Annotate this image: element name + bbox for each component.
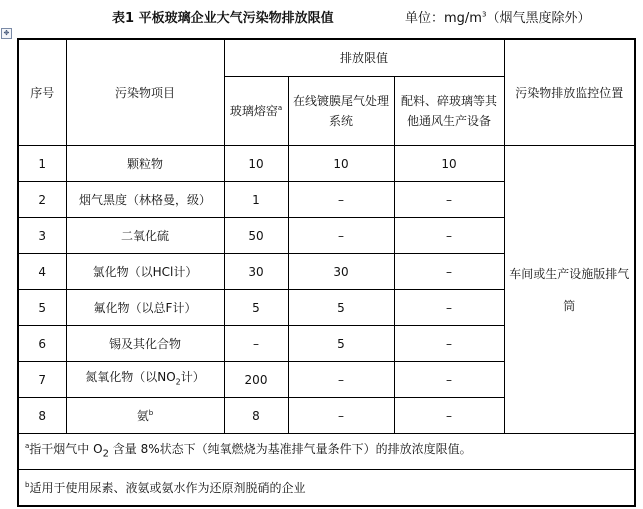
pollutant-name: [66, 182, 224, 218]
table-row: [18, 146, 635, 182]
other-equipment-limit: 10: [394, 146, 504, 182]
footnote-a-sub: 2: [102, 448, 109, 460]
pollutant-label: 氯化物（以HCl计）: [92, 264, 198, 279]
other-equipment-limit: –: [394, 290, 504, 326]
row-number: 7: [18, 362, 66, 398]
footnote-a: [18, 434, 635, 470]
emission-limits-table: [17, 38, 636, 507]
row-number: 2: [18, 182, 66, 218]
header-glass-furnace: [224, 77, 288, 146]
row-number: 8: [18, 398, 66, 434]
table-move-handle-icon[interactable]: ✥: [1, 28, 12, 39]
footnote-b-mark: b: [25, 480, 30, 489]
glass-furnace-limit: 1: [224, 182, 288, 218]
row-number: 4: [18, 254, 66, 290]
other-equipment-limit: –: [394, 362, 504, 398]
row-number: 3: [18, 218, 66, 254]
pollutant-name: [66, 362, 224, 398]
header-limits-group: 排放限值: [224, 39, 504, 77]
online-coating-limit: 5: [288, 326, 394, 362]
pollutant-label: 氟化物（以总F计）: [93, 300, 197, 315]
pollutant-name: [66, 146, 224, 182]
unit-superscript: 3: [481, 10, 487, 19]
glass-furnace-limit: –: [224, 326, 288, 362]
other-equipment-limit: –: [394, 398, 504, 434]
table-caption: [0, 6, 643, 32]
online-coating-limit: –: [288, 182, 394, 218]
pollutant-name: [66, 398, 224, 434]
footnote-a-mark: a: [25, 441, 30, 450]
header-glass-furnace-label: 玻璃熔窑: [229, 104, 278, 118]
glass-furnace-limit: 10: [224, 146, 288, 182]
row-number: 6: [18, 326, 66, 362]
pollutant-label: 二氧化硫: [120, 228, 169, 243]
glass-furnace-limit: 5: [224, 290, 288, 326]
header-seq: 序号: [18, 39, 66, 146]
footnote-b: [18, 470, 635, 507]
header-monitoring-location: 污染物排放监控位置: [504, 39, 635, 146]
table-title: 表1 平板玻璃企业大气污染物排放限值: [112, 11, 334, 26]
footnote-b-text: 适用于使用尿素、液氨或氨水作为还原剂脱硝的企业: [29, 480, 306, 495]
online-coating-limit: 5: [288, 290, 394, 326]
pollutant-subscript: 2: [175, 377, 181, 387]
pollutant-label-end: 计）: [180, 369, 205, 384]
pollutant-label: 锡及其化合物: [108, 336, 181, 351]
pollutant-label: 氨: [136, 408, 149, 423]
pollutant-name: [66, 290, 224, 326]
other-equipment-limit: –: [394, 326, 504, 362]
glass-furnace-limit: 30: [224, 254, 288, 290]
online-coating-limit: –: [288, 218, 394, 254]
pollutant-name: [66, 254, 224, 290]
pollutant-label: 烟气黑度（林格曼，级）: [78, 192, 211, 207]
other-equipment-limit: –: [394, 182, 504, 218]
pollutant-label: 颗粒物: [126, 156, 163, 171]
table-body: [18, 146, 635, 434]
online-coating-limit: 30: [288, 254, 394, 290]
row-number: 5: [18, 290, 66, 326]
other-equipment-limit: –: [394, 218, 504, 254]
monitoring-location-value: 车间或生产设施版排气筒: [504, 146, 635, 434]
header-other-equipment: 配料、碎玻璃等其他通风生产设备: [394, 77, 504, 146]
header-online-coating: 在线镀膜尾气处理系统: [288, 77, 394, 146]
other-equipment-limit: –: [394, 254, 504, 290]
header-pollutant: 污染物项目: [66, 39, 224, 146]
pollutant-footnote-mark: b: [148, 408, 154, 417]
pollutant-name: [66, 326, 224, 362]
unit-suffix: （烟气黑度除外）: [486, 11, 591, 26]
online-coating-limit: 10: [288, 146, 394, 182]
footnote-a-text: 指干烟气中 O: [29, 441, 103, 456]
glass-furnace-limit: 200: [224, 362, 288, 398]
glass-furnace-limit: 50: [224, 218, 288, 254]
unit-note: [405, 6, 590, 32]
header-glass-furnace-footnote: a: [277, 104, 283, 112]
online-coating-limit: –: [288, 362, 394, 398]
unit-prefix: 单位：mg/m: [405, 11, 482, 26]
footnote-a-text-end: 含量 8%状态下（纯氧燃烧为基准排气量条件下）的排放浓度限值。: [108, 441, 472, 456]
online-coating-limit: –: [288, 398, 394, 434]
pollutant-name: [66, 218, 224, 254]
row-number: 1: [18, 146, 66, 182]
glass-furnace-limit: 8: [224, 398, 288, 434]
pollutant-label: 氮氧化物（以NO: [85, 369, 176, 384]
